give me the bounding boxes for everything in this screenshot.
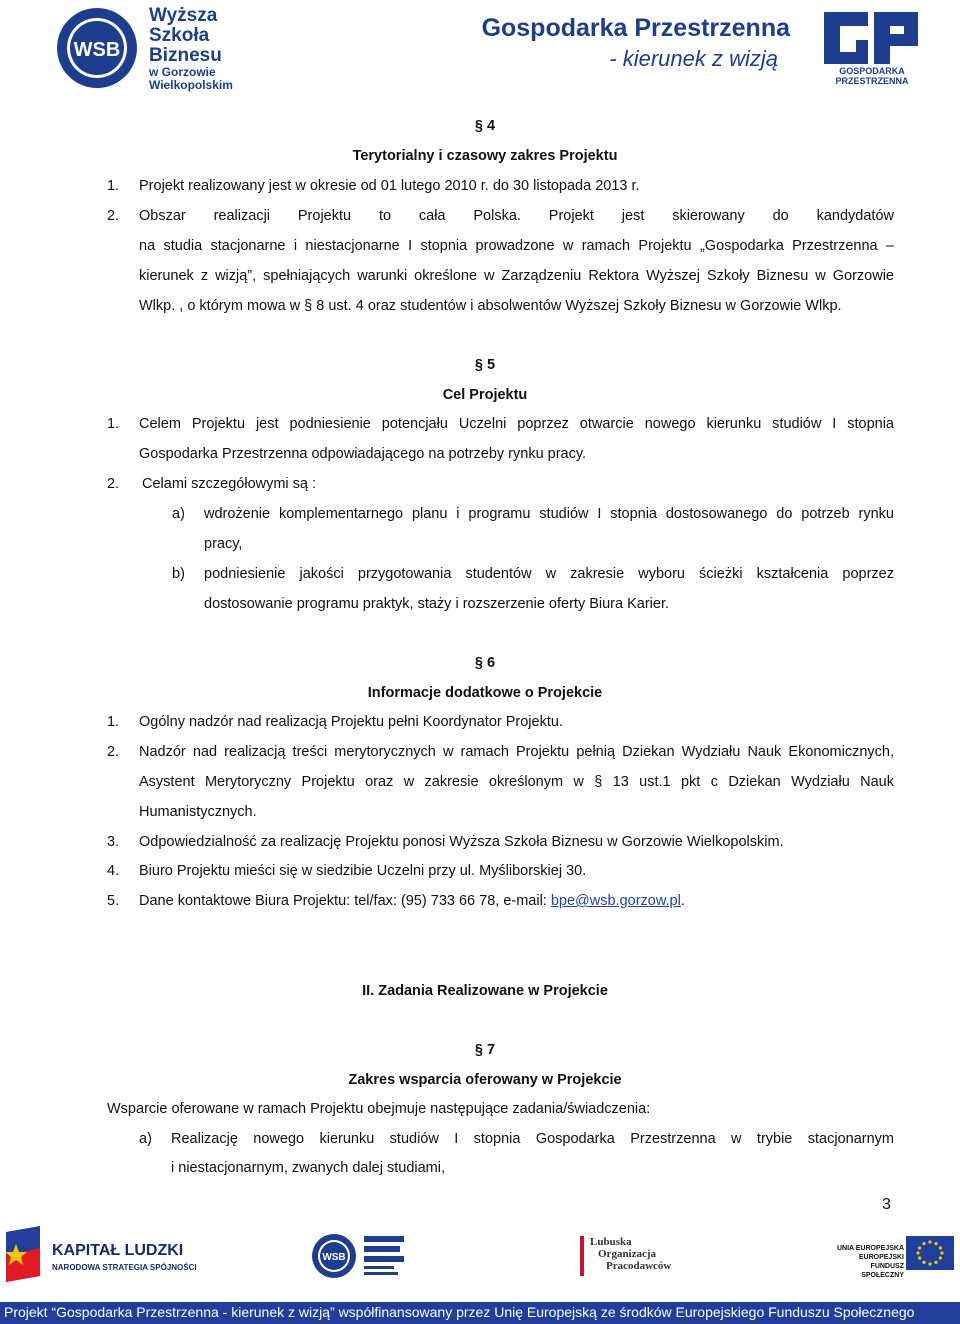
kapital-ludzki-title: KAPITAŁ LUDZKI — [52, 1242, 184, 1259]
wsb-location-line: w Gorzowie — [149, 65, 216, 79]
lubuska-line: Organizacja — [598, 1248, 657, 1260]
eu-flag-icon — [906, 1236, 954, 1270]
svg-text:WSB: WSB — [322, 1252, 346, 1263]
section-5-title: Cel Projektu — [442, 387, 528, 403]
section-7-title: Zakres wsparcia oferowany w Projekcie — [348, 1072, 622, 1088]
list-number: 3. — [107, 834, 120, 850]
section-5-mark: § 5 — [474, 357, 496, 373]
sublist-label: b) — [172, 566, 185, 582]
list-number: 1. — [107, 178, 120, 194]
page-number: 3 — [882, 1196, 891, 1213]
list-number: 1. — [107, 714, 120, 730]
list-item-text: Obszar realizacji Projektu to cała Polska. Projekt jest skierowany do kandydatów — [139, 208, 894, 224]
list-item-text: Celami szczegółowymi są : — [142, 476, 317, 492]
list-number: 2. — [107, 208, 120, 224]
list-item-text: Gospodarka Przestrzenna odpowiadającego na potrzeby rynku pracy. — [139, 446, 587, 462]
section-4-mark: § 4 — [474, 118, 496, 134]
sublist-text: Realizację nowego kierunku studiów I stopnia Gospodarka Przestrzenna w trybie stacjonarnym — [171, 1131, 894, 1147]
wsb-location-line: Wielkopolskim — [149, 78, 233, 92]
kapital-ludzki-subtitle: NARODOWA STRATEGIA SPÓJNOŚCI — [52, 1263, 197, 1272]
list-item-text: Wlkp. , o którym mowa w § 8 ust. 4 oraz studentów i absolwentów Wyższej Szkoły Biznesu w Gorzowie Wlkp. — [139, 298, 842, 314]
kapital-ludzki-flag-icon — [0, 1226, 46, 1282]
eu-label-line: EUROPEJSKI — [858, 1254, 904, 1261]
list-item-text: na studia stacjonarne i niestacjonarne I stopnia prowadzone w ramach Projektu „Gospodarka Przestrzenna – — [139, 238, 894, 254]
wsb-footer-logo-icon — [312, 1228, 412, 1284]
list-item-text: Odpowiedzialność za realizację Projektu ponosi Wyższa Szkoła Biznesu w Gorzowie Wielkopolskim. — [139, 834, 784, 850]
contact-suffix: . — [680, 893, 685, 909]
list-item-text: Nadzór nad realizacją treści merytorycznych w ramach Projektu pełnią Dziekan Wydziału Nauk Ekonomicznych, — [139, 744, 894, 760]
list-item-text: Projekt realizowany jest w okresie od 01 lutego 2010 r. do 30 listopada 2013 r. — [139, 178, 640, 194]
eu-label-line: FUNDUSZ SPOŁECZNY — [861, 1263, 904, 1279]
list-item-text: Humanistycznych. — [139, 804, 257, 820]
list-item-text: kierunek z wizją”, spełniających warunki określone w Zarządzeniu Rektora Wyższej Szkoły Biznesu w Gorzowie — [139, 268, 894, 284]
sublist-text: i niestacjonarnym, zwanych dalej studiami, — [171, 1160, 446, 1176]
section-4-title: Terytorialny i czasowy zakres Projektu — [352, 148, 618, 164]
project-subtitle: - kierunek z wizją — [609, 46, 778, 71]
eu-label — [828, 1244, 904, 1280]
lubuska-bar — [580, 1236, 584, 1276]
section-6-mark: § 6 — [474, 655, 496, 671]
contact-text: Dane kontaktowe Biura Projektu: tel/fax: (95) 733 66 78, e-mail: — [139, 893, 551, 909]
page-footer — [0, 1218, 960, 1324]
sublist-label: a) — [172, 506, 185, 522]
lubuska-logo — [580, 1236, 700, 1276]
list-number: 2. — [107, 744, 120, 760]
list-number: 4. — [107, 863, 120, 879]
sublist-text: podniesienie jakości przygotowania studentów w zakresie wyboru ścieżki kształcenia poprzez — [204, 566, 894, 582]
section-7-mark: § 7 — [474, 1042, 496, 1058]
svg-text:WSB: WSB — [73, 39, 121, 61]
list-item-text: Biuro Projektu mieści się w siedzibie Uczelni przy ul. Myśliborskiej 30. — [139, 863, 587, 879]
contact-line — [139, 893, 685, 909]
list-item-text: Asystent Merytoryczny Projektu oraz w zakresie określonym w § 13 ust.1 pkt c Dziekan Wydziału Nauk — [139, 774, 894, 790]
lubuska-line: Pracodawców — [606, 1260, 672, 1272]
sublist-text: dostosowanie programu praktyk, staży i rozszerzenie oferty Biura Karier. — [204, 596, 670, 612]
sublist-text: wdrożenie komplementarnego planu i programu studiów I stopnia dostosowanego do potrzeb rynku — [204, 506, 894, 522]
wsb-name-line: Szkoła — [149, 25, 210, 46]
section-7-intro: Wsparcie oferowane w ramach Projektu obejmuje następujące zadania/świadczenia: — [107, 1101, 651, 1117]
sublist-text: pracy, — [204, 536, 243, 552]
email-link[interactable]: bpe@wsb.gorzow.pl — [550, 893, 681, 909]
wsb-name-line: Biznesu — [149, 45, 222, 66]
list-item-text: Celem Projektu jest podniesienie potencjału Uczelni poprzez otwarcie nowego kierunku studiów I stopnia — [139, 416, 894, 432]
footer-bar — [0, 1302, 960, 1324]
gp-logo-text: GOSPODARKA PRZESTRZENNA — [835, 66, 909, 86]
footer-bar-text: Projekt “Gospodarka Przestrzenna - kierunek z wizją” współfinansowany przez Unię Europejską ze środków Europejskiego Funduszu Społecznego — [4, 1304, 915, 1320]
list-number: 1. — [107, 416, 120, 432]
list-item-text: Ogólny nadzór nad realizacją Projektu pełni Koordynator Projektu. — [139, 714, 563, 730]
list-number: 2. — [107, 476, 120, 492]
project-title: Gospodarka Przestrzenna — [481, 14, 790, 42]
list-number: 5. — [107, 893, 120, 909]
sublist-label: a) — [139, 1131, 152, 1147]
eu-label-line: UNIA EUROPEJSKA — [836, 1245, 904, 1252]
wsb-name-line: Wyższa — [149, 5, 218, 26]
lubuska-line: Lubuska — [590, 1236, 632, 1248]
part-2-title: II. Zadania Realizowane w Projekcie — [362, 983, 608, 999]
section-6-title: Informacje dodatkowe o Projekcie — [367, 685, 603, 701]
